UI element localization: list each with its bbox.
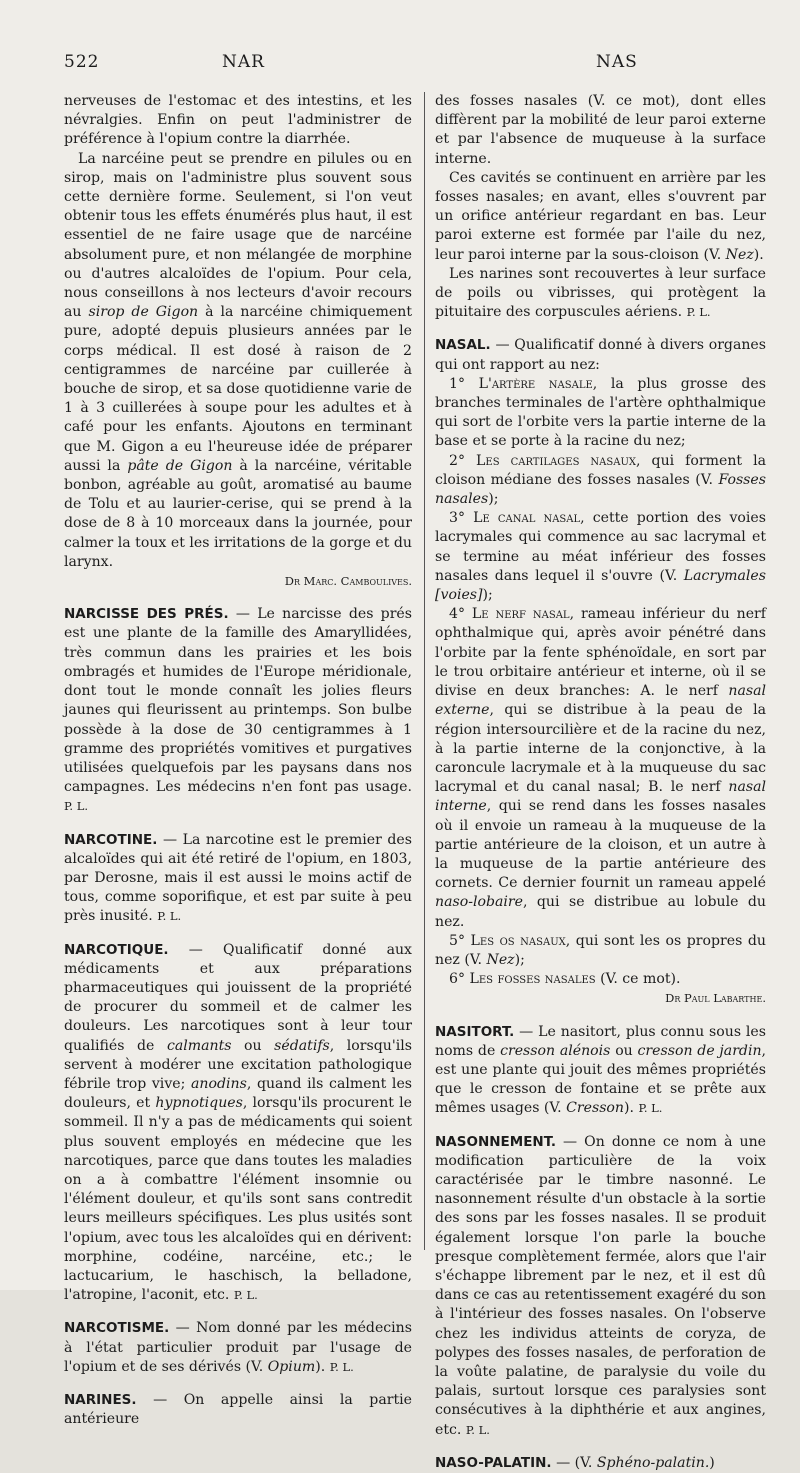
entry-narcotine: NARCOTINE. — La narcotine est le premier des alcaloïdes qui ait été retiré de l'opium, en 1803, par Derosne, mais il est aussi le moins actif de tous, comme soporifique, et est par suite à peu près inusité. P. L.: [64, 831, 412, 925]
entry-headword: NARCOTISME.: [64, 1320, 170, 1337]
entry-nasonnement: NASONNEMENT. — On donne ce nom à une modification particulière de la voix caractérisée par le timbre nasonné. Le nasonnement résulte d'un obstacle à la sortie des sons par les fosses nasales. Il se produit également lorsque l'on parle la bouche presque complètement fermée, alors que l'air s'échappe librement par le nez, et il est dû dans ce cas au retentissement exagéré du son à l'intérieur des fosses nasales. On l'observe chez les individus atteints de coryza, de polypes des fosses nasales, de perforation de la voûte palatine, de paralysie du voile du palais, surtout lorsque ces paralysies sont consécutives à la diphthérie et aux angines, etc. P. L.: [435, 1133, 766, 1438]
column-divider: [424, 92, 425, 1250]
entry-headword: NASO-PALATIN.: [435, 1454, 552, 1471]
entry-headword: NARCOTIQUE.: [64, 941, 169, 958]
narines-paragraph: Ces cavités se continuent en arrière par les fosses nasales; en avant, elles s'ouvrent par un orifice antérieur regardant en bas. Leur paroi externe est formée par l'aile du nez, leur paroi interne par la sous-cloison (V. Nez).: [435, 169, 766, 263]
entry-nasal: NASAL. — Qualificatif donné à divers organes qui ont rapport au nez: 1° L'artère nasale, la plus grosse des branches terminales de l'artère ophthalmique qui sort de l'orbite vers la partie interne de la base et se porte à la racine du nez; 2° Les cartilages nasaux, qui forment la cloison médiane des fosses nasales (V. Fosses nasales); 3° Le canal nasal, cette portion des voies lacrymales qui commence au sac lacrymal et se termine au méat inférieur des fosses nasales dans lequel il s'ouvre (V. Lacrymales [voies]); 4° Le nerf nasal, rameau inférieur du nerf ophthalmique qui, après avoir pénétré dans l'orbite par la fente sphénoïdale, en sort par le trou orbitaire antérieur et interne, où il se divise en deux branches: A. le nerf nasal externe, qui se distribue à la peau de la région intersourcilière et de la racine du nez, à la partie interne de la conjonctive, à la caroncule lacrymale et à la muqueuse du sac lacrymal et du canal nasal; B. le nerf nasal interne, qui se rend dans les fosses nasales où il envoie un rameau à la muqueuse de la partie antérieure de la cloison, et un autre à la muqueuse de la partie antérieure des cornets. Ce dernier fournit un rameau appelé naso-lobaire, qui se distribue au lobule du nez. 5° Les os nasaux, qui sont les os propres du nez (V. Nez); 6° Les fosses nasales (V. ce mot). Dr Paul Labarthe.: [435, 336, 766, 1008]
running-head-right: NAS: [596, 52, 638, 72]
entry-narcotisme: NARCOTISME. — Nom donné par les médecins à l'état particulier produit par l'usage de l'opium et de ses dérivés (V. Opium). P. L.: [64, 1320, 412, 1375]
narceine-paragraph: La narcéine peut se prendre en pilules ou en sirop, mais on l'administre plus souvent sous cette dernière forme. Seulement, si l'on veut obtenir tous les effets énumérés plus haut, il est essentiel de ne faire usage que de narcéine absolument pure, et non mélangée de morphine ou d'autres alcaloïdes de l'opium. Pour cela, nous conseillons à nos lecteurs d'avoir recours au sirop de Gigon à la narcéine chimiquement pure, adopté depuis plusieurs années par le corps médical. Il est dosé à raison de 2 centigrammes de narcéine par cuillerée à bouche de sirop, et sa dose quotidienne varie de 1 à 3 cuillerées à soupe pour les adultes et à café pour les enfants. Ajoutons en terminant que M. Gigon a eu l'heureuse idée de préparer aussi la pâte de Gigon à la narcéine, véritable bonbon, agréable au goût, aromatisé au baume de Tolu et au laurier-cerise, qui se prend à la dose de 8 à 10 morceaux dans la journée, pour calmer la toux et les irritations de la gorge et du larynx.: [64, 150, 413, 570]
author-signature: Dr Marc. Camboulives.: [284, 574, 412, 589]
running-head-left: NAR: [222, 52, 265, 72]
entry-headword: NARCOTINE.: [64, 831, 158, 848]
narines-continuation: des fosses nasales (V. ce mot), dont elles diffèrent par la mobilité de leur paroi externe et par l'absence de muqueuse à la surface interne.: [435, 93, 766, 167]
entry-naso-palatin: NASO-PALATIN. — (V. Sphéno-palatin.): [435, 1454, 715, 1471]
entry-narines: NARINES. — On appelle ainsi la partie antérieure: [64, 1392, 412, 1428]
page-number: 522: [64, 52, 100, 72]
narceine-continuation: nerveuses de l'estomac et des intestins, et les névralgies. Enfin on peut l'administrer de préférence à l'opium contre la diarrhée.: [64, 93, 412, 148]
entry-nasitort: NASITORT. — Le nasitort, plus connu sous les noms de cresson alénois ou cresson de jardin, est une plante qui jouit des mêmes propriétés que le cresson de fontaine et se prête aux mêmes usages (V. Cresson). P. L.: [435, 1023, 767, 1117]
left-column: [64, 92, 412, 1429]
entry-headword: NASAL.: [435, 337, 491, 354]
author-signature: Dr Paul Labarthe.: [665, 991, 766, 1006]
entry-narcisse: NARCISSE DES PRÉS. — Le narcisse des prés est une plante de la famille des Amaryllidées, très commun dans les prairies et les bois ombragés et humides de l'Europe méridionale, dont tout le monde connaît les jolies fleurs jaunes qui fleurissent au printemps. Son bulbe possède à la dose de 30 centigrammes à 1 gramme des propriétés vomitives et purgatives utilisées quelquefois par les paysans dans nos campagnes. Les médecins n'en font pas usage. P. L.: [64, 606, 413, 814]
entry-headword: NARCISSE DES PRÉS.: [64, 606, 229, 623]
entry-narcotique: NARCOTIQUE. — Qualificatif donné aux médicaments et aux préparations pharmaceutiques qui jouissent de la propriété de procurer du sommeil et de calmer les douleurs. Les narcotiques sont à leur tour qualifiés de calmants ou sédatifs, lorsqu'ils servent à modérer une excitation pathologique fébrile trop vive; anodins, quand ils calment les douleurs, et hypnotiques, lorsqu'ils procurent le sommeil. Il n'y a pas de médicaments qui soient plus souvent employés en médecine que les narcotiques, parce que dans toutes les maladies on a à combattre l'élément insomnie ou l'élément douleur, et qu'ils sont sans contredit leurs meilleurs spécifiques. Les plus usités sont l'opium, avec tous les alcaloïdes qui en dérivent: morphine, codéine, narcéine, etc.; le lactucarium, le haschisch, la belladone, l'atropine, l'aconit, etc. P. L.: [64, 941, 413, 1304]
entry-headword: NASITORT.: [435, 1023, 515, 1040]
right-column: [435, 92, 766, 1473]
narines-paragraph: Les narines sont recouvertes à leur surface de poils ou vibrisses, qui protègent la pituitaire des corpuscules aériens. P. L.: [435, 265, 766, 321]
entry-headword: NARINES.: [64, 1392, 137, 1408]
entry-headword: NASONNEMENT.: [435, 1133, 557, 1150]
